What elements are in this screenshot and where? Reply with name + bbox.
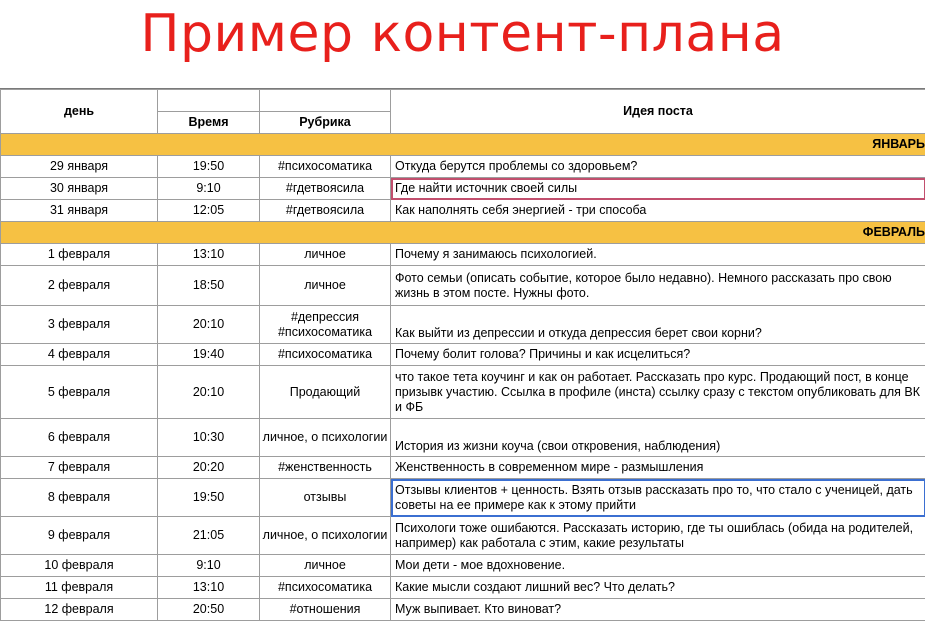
cell-day: 7 февраля [1, 457, 158, 479]
cell-time: 18:50 [158, 266, 260, 306]
header-row-top [1, 90, 925, 112]
cell-idea-selected: Где найти источник своей силы [391, 178, 925, 200]
cell-time: 10:30 [158, 419, 260, 457]
header-time-top [158, 90, 260, 112]
cell-idea: Почему я занимаюсь психологией. [391, 244, 925, 266]
cell-day: 9 февраля [1, 517, 158, 555]
cell-time: 9:10 [158, 178, 260, 200]
cell-time: 12:05 [158, 200, 260, 222]
header-rubric: Рубрика [260, 112, 391, 134]
header-time: Время [158, 112, 260, 134]
table-row [1, 156, 925, 178]
cell-time: 13:10 [158, 577, 260, 599]
cell-idea: Муж выпивает. Кто виноват? [391, 599, 925, 621]
cell-idea: Мои дети - мое вдохновение. [391, 555, 925, 577]
table-row [1, 244, 925, 266]
cell-day: 2 февраля [1, 266, 158, 306]
cell-rubric: личное [260, 555, 391, 577]
table-row [1, 344, 925, 366]
cell-rubric: #психосоматика [260, 156, 391, 178]
header-idea: Идея поста [391, 90, 925, 134]
table-row [1, 366, 925, 419]
month-label-january: ЯНВАРЬ [1, 134, 925, 156]
cell-rubric: #психосоматика [260, 577, 391, 599]
cell-time: 19:50 [158, 479, 260, 517]
cell-rubric: #психосоматика [260, 344, 391, 366]
cell-day: 3 февраля [1, 306, 158, 344]
cell-day: 5 февраля [1, 366, 158, 419]
cell-idea: Женственность в современном мире - размышления [391, 457, 925, 479]
month-row-january [1, 134, 925, 156]
cell-idea: Психологи тоже ошибаются. Рассказать историю, где ты ошиблась (обида на родителей, например) как работала с этим, какие результаты [391, 517, 925, 555]
table-row [1, 419, 925, 457]
cell-time: 9:10 [158, 555, 260, 577]
page-title: Пример контент-плана [140, 4, 785, 64]
cell-rubric: личное [260, 244, 391, 266]
cell-rubric: отзывы [260, 479, 391, 517]
table-row [1, 577, 925, 599]
cell-idea: Как наполнять себя энергией - три способа [391, 200, 925, 222]
cell-time: 21:05 [158, 517, 260, 555]
cell-time: 20:50 [158, 599, 260, 621]
month-row-february [1, 222, 925, 244]
header-day: день [1, 90, 158, 134]
cell-time: 20:20 [158, 457, 260, 479]
cell-day: 12 февраля [1, 599, 158, 621]
cell-rubric: #гдетвоясила [260, 200, 391, 222]
cell-idea: Какие мысли создают лишний вес? Что делать? [391, 577, 925, 599]
cell-time: 20:10 [158, 306, 260, 344]
table-row [1, 555, 925, 577]
cell-idea: Как выйти из депрессии и откуда депрессия берет свои корни? [391, 306, 925, 344]
table-row [1, 517, 925, 555]
cell-rubric: личное [260, 266, 391, 306]
cell-day: 31 января [1, 200, 158, 222]
cell-day: 29 января [1, 156, 158, 178]
cell-day: 1 февраля [1, 244, 158, 266]
cell-idea: Откуда берутся проблемы со здоровьем? [391, 156, 925, 178]
cell-time: 13:10 [158, 244, 260, 266]
cell-time: 20:10 [158, 366, 260, 419]
cell-rubric: личное, о психологии [260, 517, 391, 555]
header-rubric-top [260, 90, 391, 112]
cell-rubric: #женственность [260, 457, 391, 479]
table-row [1, 479, 925, 517]
content-plan-table [0, 89, 925, 621]
table-row [1, 266, 925, 306]
table-row [1, 200, 925, 222]
table-row [1, 599, 925, 621]
cell-rubric: #гдетвоясила [260, 178, 391, 200]
cell-idea-selected: Отзывы клиентов + ценность. Взять отзыв рассказать про то, что стало с ученицей, дать советы на ее примере как к этому прийти [391, 479, 925, 517]
cell-day: 10 февраля [1, 555, 158, 577]
cell-rubric: Продающий [260, 366, 391, 419]
cell-idea: История из жизни коуча (свои откровения, наблюдения) [391, 419, 925, 457]
cell-time: 19:50 [158, 156, 260, 178]
cell-idea: Почему болит голова? Причины и как исцелиться? [391, 344, 925, 366]
table-row [1, 457, 925, 479]
cell-rubric: #депрессия #психосоматика [260, 306, 391, 344]
cell-day: 8 февраля [1, 479, 158, 517]
cell-idea: Фото семьи (описать событие, которое было недавно). Немного рассказать про свою жизнь в этом посте. Нужны фото. [391, 266, 925, 306]
month-label-february: ФЕВРАЛЬ [1, 222, 925, 244]
cell-day: 4 февраля [1, 344, 158, 366]
cell-rubric: #отношения [260, 599, 391, 621]
cell-day: 30 января [1, 178, 158, 200]
cell-time: 19:40 [158, 344, 260, 366]
cell-day: 11 февраля [1, 577, 158, 599]
cell-day: 6 февраля [1, 419, 158, 457]
cell-idea: что такое тета коучинг и как он работает. Рассказать про курс. Продающий пост, в конце призывк участию. Ссылка в профиле (инста) ссылку сразу с текстом опубликовать для ВК и ФБ [391, 366, 925, 419]
table-row [1, 306, 925, 344]
cell-rubric: личное, о психологии [260, 419, 391, 457]
table-row [1, 178, 925, 200]
